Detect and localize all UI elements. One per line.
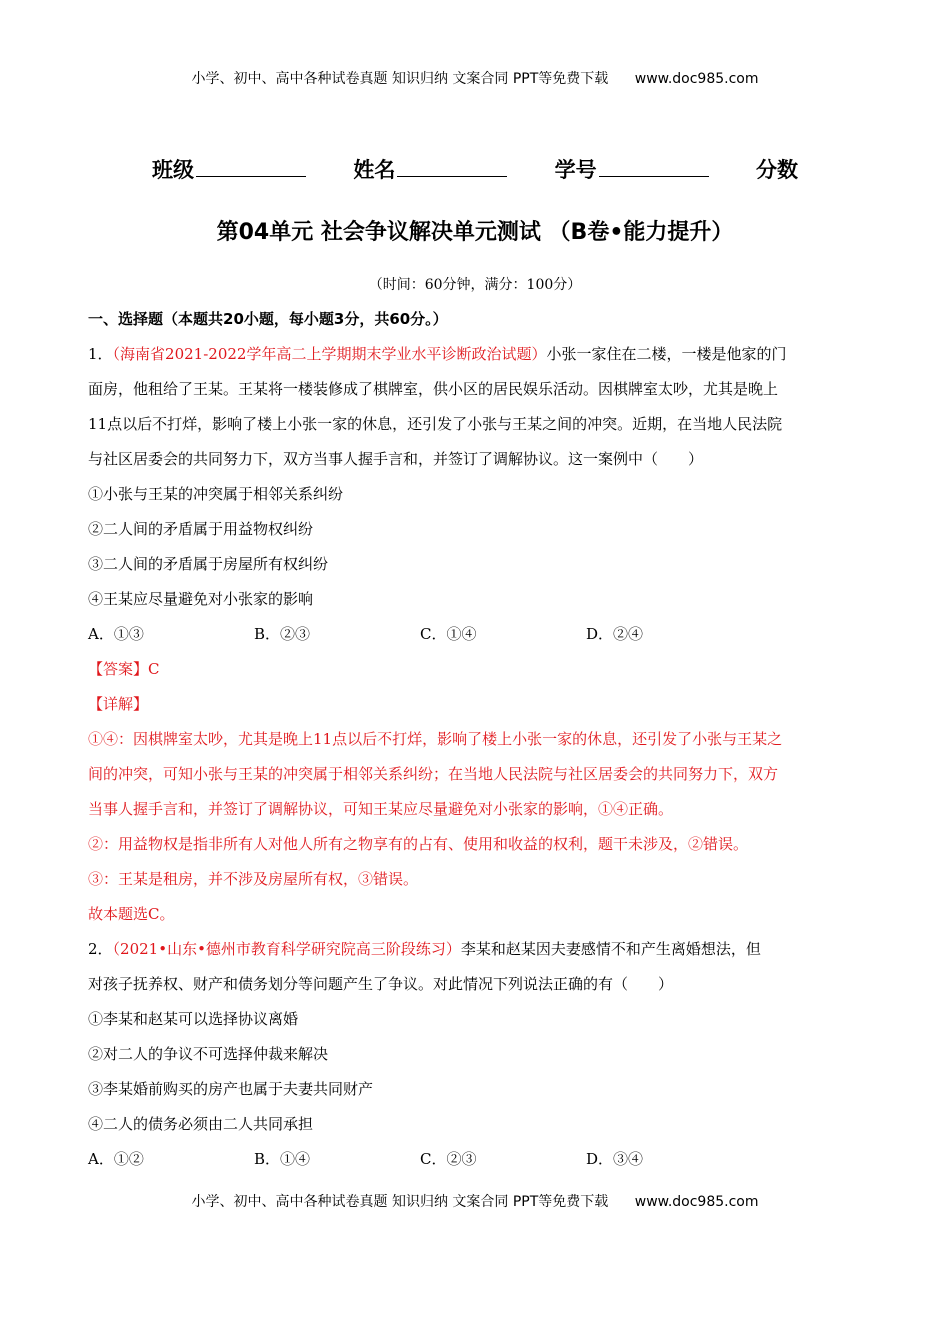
q2-stem-line: 对孩子抚养权、财产和债务划分等问题产生了争议。对此情况下列说法正确的有（ ） [88,975,674,993]
q1-answer: 【答案】C [88,660,160,678]
q2-source: （2021•山东•德州市教育科学研究院高三阶段练习） [112,940,461,958]
q1-option-b[interactable]: B．②③ [254,625,311,643]
q2-option-a[interactable]: A．①② [88,1150,144,1168]
header-text: 小学、初中、高中各种试卷真题 知识归纳 文案合同 PPT等免费下载 [191,71,609,87]
student-info-line [0,154,950,184]
q1-stem-line: 1．（海南省2021-2022学年高二上学期期末学业水平诊断政治试题）小张一家住在二楼，一楼是他家的门 [88,345,787,363]
q1-detail-line: ②：用益物权是指非所有人对他人所有之物享有的占有、使用和收益的权利，题干未涉及，②错误。 [88,835,749,853]
q2-options [88,1142,868,1177]
q1-item: ②二人间的矛盾属于用益物权纠纷 [88,520,314,538]
q2-item: ①李某和赵某可以选择协议离婚 [88,1010,299,1028]
q2-stem-line: 2．（2021•山东•德州市教育科学研究院高三阶段练习）李某和赵某因夫妻感情不和产生离婚想法，但 [88,940,761,958]
question-2 [88,932,868,1177]
q1-item: ④王某应尽量避免对小张家的影响 [88,590,314,608]
score-field: 分数 [755,158,798,182]
page-header [0,68,950,88]
q1-options [88,617,868,652]
q2-item: ②对二人的争议不可选择仲裁来解决 [88,1045,329,1063]
q1-detail-line: 间的冲突，可知小张与王某的冲突属于相邻关系纠纷；在当地人民法院与社区居委会的共同努力下，双方 [88,765,779,783]
q1-stem-line: 11点以后不打烊，影响了楼上小张一家的休息，还引发了小张与王某之间的冲突。近期，在当地人民法院 [88,415,783,433]
q2-option-c[interactable]: C．②③ [420,1150,477,1168]
q1-stem-line: 面房，他租给了王某。王某将一楼装修成了棋牌室，供小区的居民娱乐活动。因棋牌室太吵，尤其是晚上 [88,380,779,398]
name-blank[interactable] [397,158,507,177]
number-blank[interactable] [599,158,709,177]
number-field: 学号 [555,154,709,184]
q2-item: ④二人的债务必须由二人共同承担 [88,1115,314,1133]
q1-detail-line: 当事人握手言和，并签订了调解协议，可知王某应尽量避免对小张家的影响，①④正确。 [88,800,674,818]
q1-conclusion: 故本题选C。 [88,905,175,923]
section-heading: 一、选择题（本题共20小题，每小题3分，共60分。） [88,310,448,328]
class-blank[interactable] [196,158,306,177]
q1-item: ①小张与王某的冲突属于相邻关系纠纷 [88,485,344,503]
class-field: 班级 [152,154,306,184]
footer-text: 小学、初中、高中各种试卷真题 知识归纳 文案合同 PPT等免费下载 [191,1194,609,1210]
q1-option-a[interactable]: A．①③ [88,625,144,643]
q1-detail-label: 【详解】 [88,695,149,713]
page-footer [0,1191,950,1211]
page-title: 第04单元 社会争议解决单元测试 （B卷•能力提升） [216,220,734,245]
q1-detail-line: ①④：因棋牌室太吵，尤其是晚上11点以后不打烊，影响了楼上小张一家的休息，还引发了小张与王某之 [88,730,783,748]
q2-option-d[interactable]: D．③④ [586,1150,644,1168]
footer-site-link[interactable]: www.doc985.com [634,1194,759,1210]
q2-option-b[interactable]: B．①④ [254,1150,311,1168]
exam-content [88,308,868,1177]
q1-option-d[interactable]: D．②④ [586,625,644,643]
q1-stem-line: 与社区居委会的共同努力下，双方当事人握手言和，并签订了调解协议。这一案例中（ ） [88,450,704,468]
header-site-link[interactable]: www.doc985.com [634,71,759,87]
question-1 [88,337,868,932]
q1-source: （海南省2021-2022学年高二上学期期末学业水平诊断政治试题） [112,345,547,363]
q1-item: ③二人间的矛盾属于房屋所有权纠纷 [88,555,329,573]
q1-detail-line: ③：王某是租房，并不涉及房屋所有权，③错误。 [88,870,419,888]
page-subtitle: （时间：60分钟，满分：100分） [368,277,582,293]
q2-item: ③李某婚前购买的房产也属于夫妻共同财产 [88,1080,374,1098]
q1-option-c[interactable]: C．①④ [420,625,477,643]
name-field: 姓名 [353,154,507,184]
